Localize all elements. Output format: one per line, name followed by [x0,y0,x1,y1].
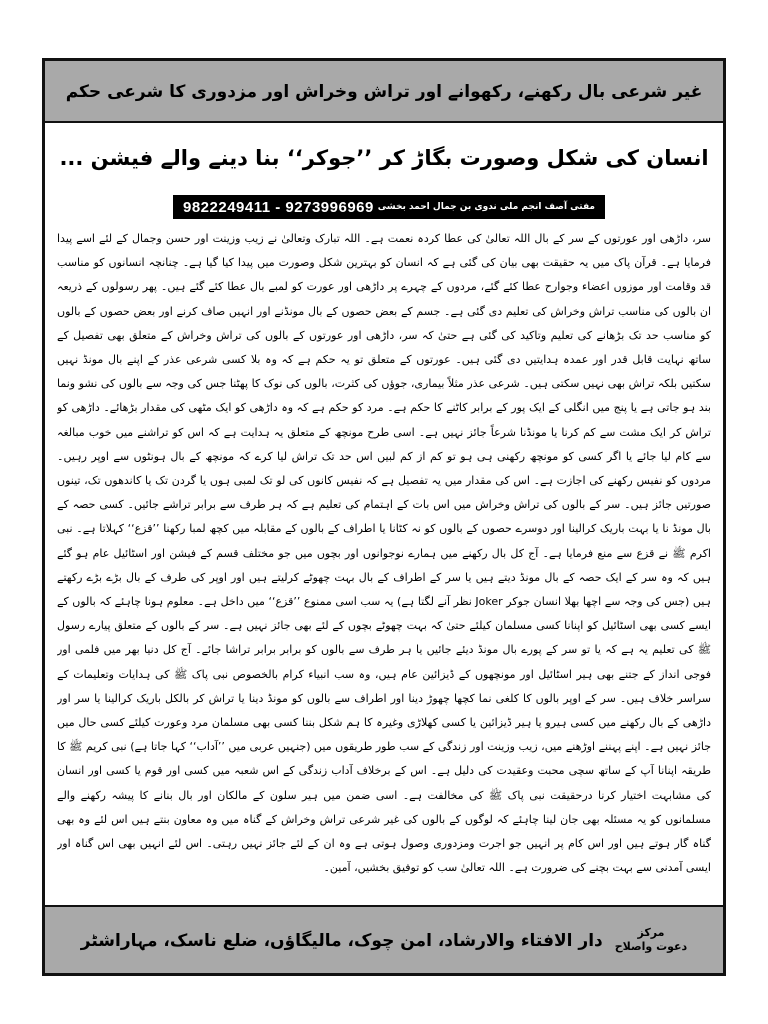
footer-center-label [615,926,687,954]
subtitle-text: انسان کی شکل وصورت بگاڑ کر ’’جوکر‘‘ بنا دینے والے فیشن ... [59,146,709,170]
footer-center-line1: مرکز [637,926,665,939]
document-frame [42,58,726,976]
article-body: سر، داڑھی اور عورتوں کے سر کے بال اللہ تعالیٰ کی عطا کردہ نعمت ہے۔ اللہ تبارک وتعالیٰ نے زیب وزینت اور حسن وجمال کے لئے اسے پیدا فرمایا ہے۔ قرآن پاک میں یہ حقیقت بھی بیان کی گئی ہے کہ انسان کو بہترین شکل وصورت میں پیدا کیا گیا ہے۔ چنانچہ انسانوں کو مناسب قد وقامت اور موزوں اعضاء وجوارح عطا کئے گئے، مردوں کے چہرے پر داڑھی اور عورت کو لمبے بال عطا کئے گئے ہیں۔ پھر رسولوں کے ذریعہ ان بالوں کی مناسب تراش وخراش کی تعلیم دی گئی ہے۔ جسم کے بعض حصوں کے بال مونڈنے اور انہیں صاف کرنے اور بعض حصوں کے بالوں کو مناسب حد تک بڑھانے کی تعلیم وتاکید کی گئی ہے حتیٰ کہ سر، داڑھی اور عورتوں کے بالوں کی تراش وخراش کے متعلق بھی تفصیل کے ساتھ نہایت قابل قدر اور عمدہ ہدایتیں دی گئی ہیں۔ عورتوں کے متعلق تو یہ حکم ہے کہ وہ بلا کسی شرعی عذر کے اپنے بال مونڈ نہیں سکتیں بلکہ تراش بھی نہیں سکتی ہیں۔ شرعی عذر مثلاً بیماری، جوؤں کی کثرت، بالوں کی نوک کا پھٹنا جس کی وجہ سے بالوں کی نشو ونما بند ہو جاتی ہے یا پنج میں انگلی کے ایک پور کے برابر کاٹنے کا حکم ہے۔ مرد کو حکم ہے کہ وہ داڑھی کو ایک مٹھی کی مقدار بڑھائے۔ داڑھی کو تراش کر ایک مشت سے کم کرنا یا مونڈنا شرعاً جائز نہیں ہے۔ اسی طرح مونچھ کے متعلق یہ ہدایت ہے کہ اس کو تراشنے میں خوب مبالغہ سے کام لیا جائے یا اگر کسی کو مونچھ رکھنی ہی ہو تو کم از کم لبیں اس حد تک تراش لیا کرے کہ مونچھ کے بال ہونٹوں سے اوپر رہیں۔ مردوں کو نفیس رکھنے کی اجازت ہے۔ اس کی مقدار میں یہ تفصیل ہے کہ نفیس کانوں کی لو تک لمبی ہوں یا گردن تک یا کاندھوں تک، تینوں صورتیں جائز ہیں۔ سر کے بالوں کی تراش وخراش میں اس بات کے اہتمام کی تعلیم ہے کہ ہر طرف سے برابر تراشے جائیں۔ کسی حصہ کے بال مونڈ نا یا بہت باریک کرالینا اور دوسرے حصوں کے بالوں کو نہ کٹانا یا اطراف کے بالوں کے مقابلہ میں کچھ لمبا رکھنا ’’قزع‘‘ کہلاتا ہے۔ نبی اکرم ﷺ نے قزع سے منع فرمایا ہے۔ آج کل بال رکھنے میں ہمارے نوجوانوں اور بچوں میں جو مختلف قسم کے فیشن اور اسٹائیل عام ہو گئے ہیں کہ وہ سر کے ایک حصہ کے بال مونڈ دیتے ہیں یا سر کے اطراف کے بال بہت چھوٹے کرلیتے ہیں اور اوپر کی طرف کے بال بڑے بڑے رکھتے ہیں (جس کی وجہ سے اچھا بھلا انسان جوکر Joker نظر آنے لگتا ہے) یہ سب اسی ممنوع ’’قزع‘‘ میں داخل ہے۔ معلوم ہونا چاہئے کہ بالوں کے ایسے کسی بھی اسٹائیل کو اپنانا کسی مسلمان کیلئے حتیٰ کہ بہت چھوٹے بچوں کے لئے بھی جائز نہیں ہے۔ سر کے بالوں کے متعلق پیارے رسول ﷺ کی تعلیم یہ ہے کہ یا تو سر کے پورے بال مونڈ دیئے جائیں یا ہر طرف سے بالوں کو برابر برابر تراشا جائے۔ آج کل دنیا بھر میں فلمی اور فوجی انداز کے جتنے بھی ہیر اسٹائیل اور مونچھوں کے ڈیزائین عام ہیں، وہ سب انبیاء کرام بالخصوص نبی پاک ﷺ کی ہدایات وتعلیمات کے سراسر خلاف ہیں۔ سر کے اوپر بالوں کا کلغی نما کچھا چھوڑ دینا اور اطراف سے بالوں کو مونڈ دینا یا تراش کر بالکل باریک کرالینا یا سر اور داڑھی کے بال رکھنے میں کسی ہیرو یا ہیر ڈیزائین یا کسی کھلاڑی وغیرہ کا ہم شکل بننا کسی بھی مسلمان مرد وعورت کیلئے کسی حال میں جائز نہیں ہے۔ اپنے پہننے اوڑھنے میں، زیب وزینت اور زندگی کے سب طور طریقوں میں (جنہیں عربی میں ’’آداب‘‘ کہا جاتا ہے) نبی کریم ﷺ کا طریقہ اپنانا آپ کے ساتھ سچی محبت وعقیدت کی دلیل ہے۔ اس کے برخلاف آداب زندگی کے اس شعبہ میں کسی اور قوم یا کسی اور انسان کی مشابہت اختیار کرنا درحقیقت نبی پاک ﷺ کی مخالفت ہے۔ اسی ضمن میں ہیر سلون کے مالکان اور بال بنانے کا پیشہ رکھنے والے مسلمانوں کو یہ مسئلہ بھی جان لینا چاہئے کہ لوگوں کے بالوں کی غیر شرعی تراش وخراش کے گناہ میں وہ معاون بنتے ہیں اس لئے وہ بھی گناہ گار ہوتے ہیں اور اس کام پر انہیں جو اجرت ومزدوری وصول ہوتی ہے وہ ان کے لئے جائز نہیں رہتی۔ اس لئے انہیں بھی اس گناہ اور ایسی آمدنی سے بہت بچنے کی ضرورت ہے۔ اللہ تعالیٰ سب کو توفیق بخشیں، آمین۔ [57,232,711,875]
author-contact-bar [173,195,605,219]
footer-banner [45,905,723,973]
title-banner [45,61,723,123]
subtitle-banner [45,127,723,189]
page-title: غیر شرعی بال رکھنے، رکھوانے اور تراش وخراش اور مزدوری کا شرعی حکم [65,81,703,102]
phone-numbers: 9822249411 - 9273996969 [183,198,374,216]
footer-address: دار الافتاء والارشاد، امن چوک، مالیگاؤں، ضلع ناسک، مہاراشٹر [80,930,603,951]
author-name: مفتی آصف انجم ملی ندوی بن جمال احمد بخشی [377,202,595,212]
footer-center-line2: دعوت واصلاح [614,940,688,953]
